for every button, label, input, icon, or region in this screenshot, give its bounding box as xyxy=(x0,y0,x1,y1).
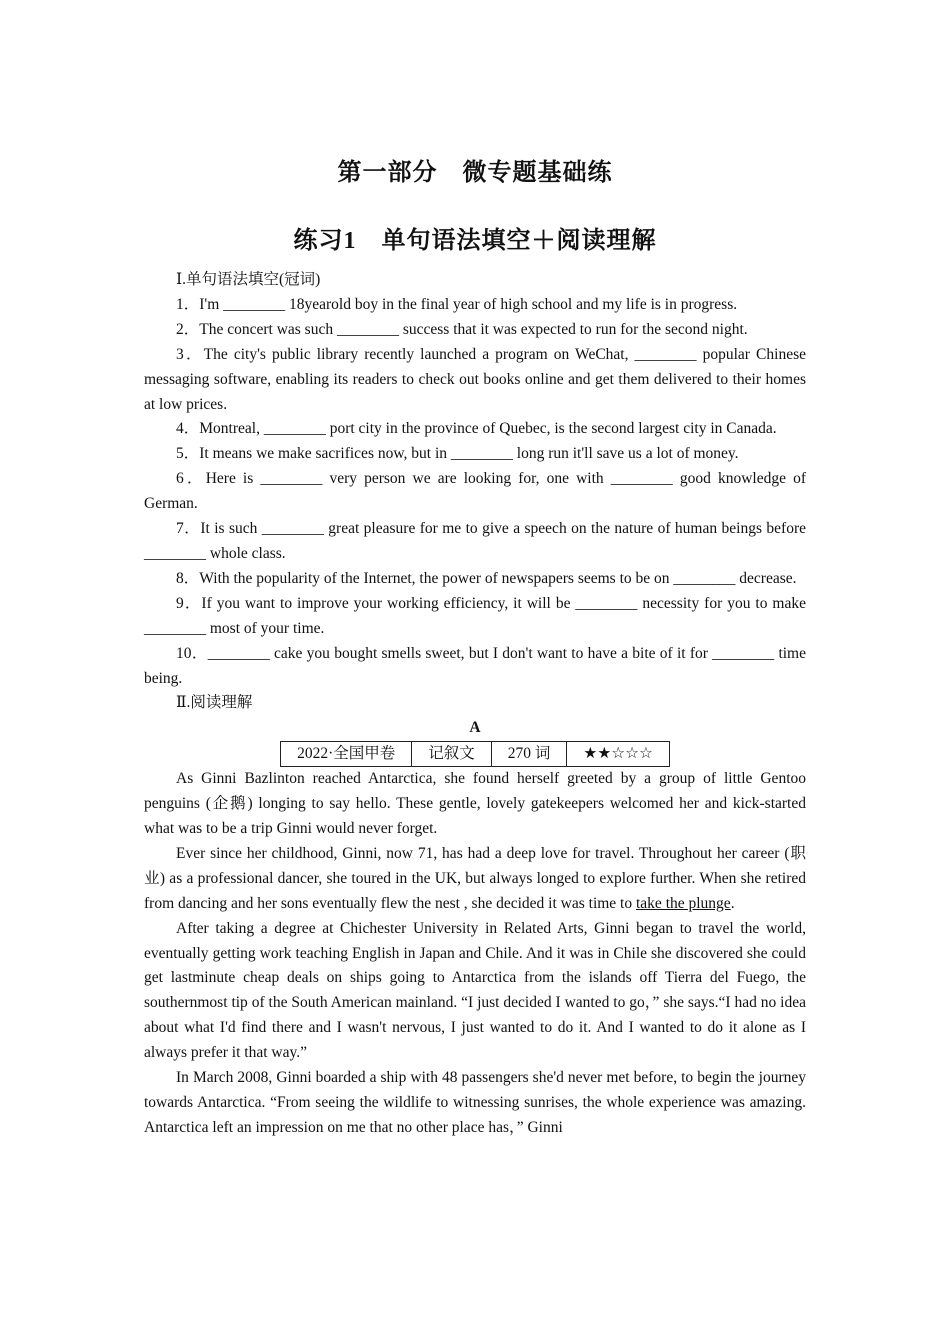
question-2: 2．The concert was such ________ success that it was expected to run for the second night. xyxy=(176,320,748,338)
passage-word-count: 270 词 xyxy=(491,742,567,767)
question-4: 4．Montreal, ________ port city in the province of Quebec, is the second largest city in Canada. xyxy=(176,420,777,438)
part-title: 第一部分 微专题基础练 xyxy=(337,160,613,186)
content-flow xyxy=(144,268,806,1141)
question-10: 10．________ cake you bought smells sweet, but I don't want to have a bite of it for ________ time being. xyxy=(144,644,806,687)
passage-letter: A xyxy=(469,719,481,737)
passage-paragraph-1: As Ginni Bazlinton reached Antarctica, she found herself greeted by a group of little Gentoo penguins (企鹅) longing to say hello. These gentle, lovely gatekeepers welcomed her and kick-started what was to be a trip Ginni would never forget. xyxy=(144,770,806,838)
passage-info-table xyxy=(280,741,670,767)
passage-paragraph-4: In March 2008, Ginni boarded a ship with 48 passengers she'd never met before, to begin the journey towards Antarctica. “From seeing the wildlife to witnessing sunrises, the whole experience was amazing. Antarctica left an impression on me that no other place has，” Ginni xyxy=(144,1069,806,1136)
passage-paragraph-3: After taking a degree at Chichester University in Related Arts, Ginni began to travel the world, eventually getting work teaching English in Japan and Chile. And it was in Chile she discovered she could get lastminute cheap deals on ships going to Antarctica from the islands off Tierra del Fuego, the southernmost tip of the South American mainland. “I just decided I wanted to go，” she says.“I had no idea about what I'd find there and I wasn't nervous, I just wanted to do it. And I wanted to do it alone as I always prefer it that way.” xyxy=(144,919,806,1062)
passage-paragraph-2 xyxy=(144,842,806,917)
question-6: 6．Here is ________ very person we are looking for, one with ________ good knowledge of German. xyxy=(144,470,806,513)
section2-heading: Ⅱ.阅读理解 xyxy=(176,694,253,712)
question-9: 9．If you want to improve your working efficiency, it will be ________ necessity for you to make ________ most of your time. xyxy=(144,594,806,637)
paragraph-2-text: Ever since her childhood, Ginni, now 71, has had a deep love for travel. Throughout her career (职业) as a professional dancer, she toured in the UK, but always longed to explore further. When she retired from dancing and her sons eventually flew the nest , she decided it was time to xyxy=(144,844,806,912)
passage-source: 2022·全国甲卷 xyxy=(281,742,412,767)
underlined-phrase: take the plunge xyxy=(636,894,731,912)
question-1: 1．I'm ________ 18yearold boy in the final year of high school and my life is in progress. xyxy=(176,295,738,313)
paragraph-2-end: . xyxy=(730,894,735,912)
section1-heading: Ⅰ.单句语法填空(冠词) xyxy=(176,271,321,288)
question-7: 7．It is such ________ great pleasure for me to give a speech on the nature of human beings before ________ whole class. xyxy=(144,520,806,562)
question-3: 3．The city's public library recently launched a program on WeChat, ________ popular Chinese messaging software, enabling its readers to check out books online and get them delivered to their homes at low prices. xyxy=(144,345,806,413)
passage-difficulty: ★★☆☆☆ xyxy=(567,742,669,767)
question-8: 8．With the popularity of the Internet, the power of newspapers seems to be on ________ decrease. xyxy=(176,569,797,587)
exercise-title: 练习1 单句语法填空＋阅读理解 xyxy=(293,228,657,254)
passage-genre: 记叙文 xyxy=(412,742,492,767)
question-5: 5．It means we make sacrifices now, but in ________ long run it'll save us a lot of money. xyxy=(176,445,739,463)
